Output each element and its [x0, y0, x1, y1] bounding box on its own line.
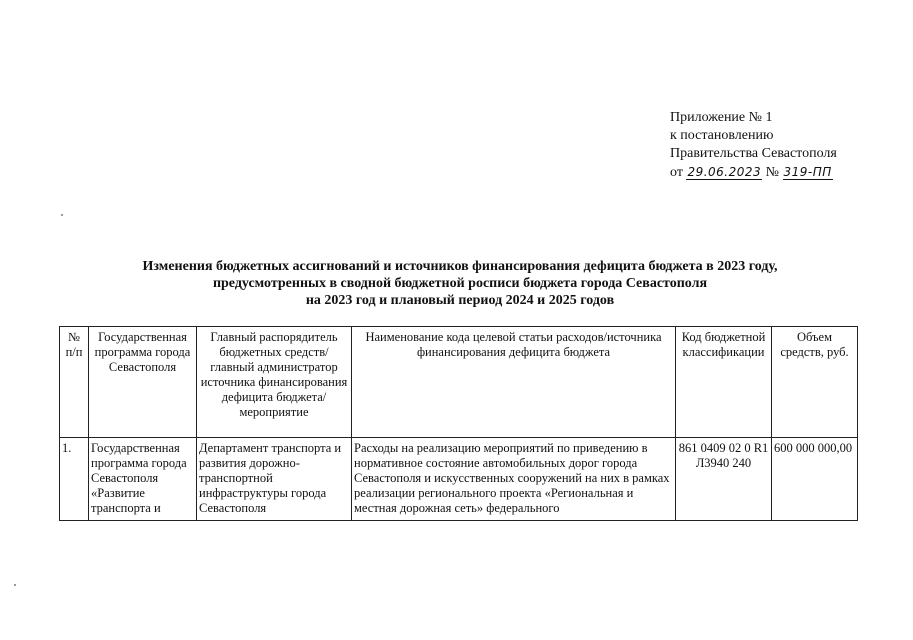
scan-speck — [14, 584, 16, 586]
title-line-2: предусмотренных в сводной бюджетной росписи бюджета города Севастополя — [212, 276, 708, 291]
document-title — [60, 258, 860, 309]
number-label: № — [765, 165, 780, 180]
cell-program: Государственная программа города Севастополя «Развитие транспорта и — [89, 438, 197, 521]
cell-num: 1. — [60, 438, 89, 521]
appendix-date-line — [670, 163, 837, 182]
cell-manager: Департамент транспорта и развития дорожно-транспортной инфраструктуры города Севастополя — [197, 438, 352, 521]
scan-speck — [61, 214, 63, 216]
header-num: № п/п — [60, 327, 89, 438]
handwritten-number: 319-ПП — [783, 165, 832, 179]
appendix-block — [670, 109, 837, 182]
table-header-row — [60, 327, 858, 438]
budget-table — [59, 326, 858, 521]
header-amount: Объем средств, руб. — [772, 327, 858, 438]
cell-name: Расходы на реализацию мероприятий по приведению в нормативное состояние автомобильных дорог города Севастополя и искусственных сооружений на них в рамках реализации регионального проекта «Региональная и местная дорожная сеть» федерального — [352, 438, 676, 521]
from-label: от — [670, 165, 683, 180]
appendix-line-government: Правительства Севастополя — [670, 146, 837, 161]
header-name: Наименование кода целевой статьи расходов/источника финансирования дефицита бюджета — [352, 327, 676, 438]
header-program: Государственная программа города Севастополя — [89, 327, 197, 438]
cell-code: 861 0409 02 0 R1 Л3940 240 — [676, 438, 772, 521]
appendix-title: Приложение № 1 — [670, 110, 773, 125]
header-manager: Главный распорядитель бюджетных средств/главный администратор источника финансирования дефицита бюджета/ мероприятие — [197, 327, 352, 438]
table-row — [60, 438, 858, 521]
appendix-line-resolution: к постановлению — [670, 128, 774, 143]
title-line-3: на 2023 год и плановый период 2024 и 2025 годов — [305, 293, 615, 308]
handwritten-date: 29.06.2023 — [687, 165, 762, 179]
cell-amount: 600 000 000,00 — [772, 438, 858, 521]
title-line-1: Изменения бюджетных ассигнований и источников финансирования дефицита бюджета в 2023 году, — [142, 259, 778, 274]
header-code: Код бюджетной классификации — [676, 327, 772, 438]
